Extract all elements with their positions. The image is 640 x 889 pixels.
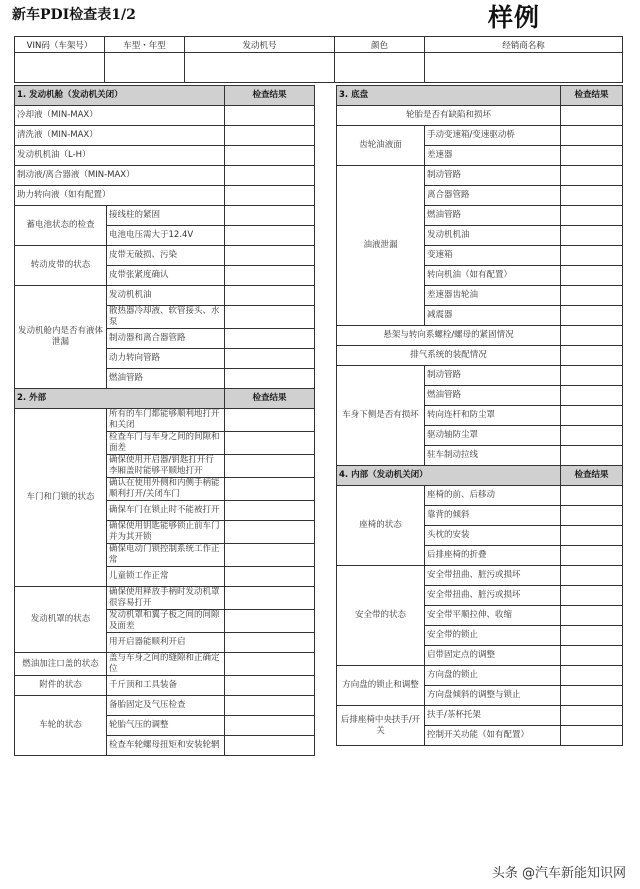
engine-number-value-cell[interactable] bbox=[185, 53, 335, 83]
check-group-label: 转动皮带的状态 bbox=[15, 246, 107, 286]
check-item-label: 助力转向液（如有配置） bbox=[15, 186, 225, 206]
check-group-label: 蓄电池状态的检查 bbox=[15, 206, 107, 246]
check-group-label: 后排座椅中央扶手/开关 bbox=[337, 706, 425, 746]
check-item-label: 皮带张紧度确认 bbox=[107, 266, 225, 286]
check-item-label: 转向连杆和防尘罩 bbox=[425, 406, 561, 426]
check-result-cell[interactable] bbox=[225, 567, 315, 587]
check-result-cell[interactable] bbox=[561, 586, 623, 606]
check-result-cell[interactable] bbox=[561, 506, 623, 526]
check-item-label: 确保车门在锁止时不能被打开 bbox=[107, 501, 225, 521]
result-column-header: 检查结果 bbox=[561, 466, 623, 486]
check-result-cell[interactable] bbox=[225, 349, 315, 369]
check-result-cell[interactable] bbox=[561, 146, 623, 166]
watermark: 头条 @汽车新能知识网 bbox=[491, 866, 626, 881]
check-result-cell[interactable] bbox=[225, 246, 315, 266]
check-item-label: 确保使用开启器/钥匙打开行李厢盖时能够平顺地打开 bbox=[107, 455, 225, 478]
check-result-cell[interactable] bbox=[225, 633, 315, 653]
check-result-cell[interactable] bbox=[225, 186, 315, 206]
checklist-right bbox=[336, 85, 623, 746]
check-group-label: 座椅的状态 bbox=[337, 486, 425, 566]
check-group-label: 发动机罩的状态 bbox=[15, 587, 107, 653]
check-item-label: 所有的车门都能够顺利地打开和关闭 bbox=[107, 409, 225, 432]
check-item-label: 散热器冷却液、软管接头、水泵 bbox=[107, 306, 225, 329]
check-item-label: 轮胎是否有缺陷和损坏 bbox=[337, 106, 561, 126]
check-group-label: 发动机舱内是否有液体泄漏 bbox=[15, 286, 107, 389]
document-title: 新车PDI检查表1/2 bbox=[12, 7, 136, 23]
check-result-cell[interactable] bbox=[225, 432, 315, 455]
check-item-label: 检查车门与车身之间的间隙和面差 bbox=[107, 432, 225, 455]
check-result-cell[interactable] bbox=[225, 736, 315, 756]
check-item-label: 用开启器能顺利开启 bbox=[107, 633, 225, 653]
check-item-label: 清洗液（MIN-MAX） bbox=[15, 126, 225, 146]
check-result-cell[interactable] bbox=[561, 246, 623, 266]
check-result-cell[interactable] bbox=[561, 286, 623, 306]
header-color: 颜色 bbox=[335, 37, 425, 53]
check-result-cell[interactable] bbox=[561, 426, 623, 446]
check-result-cell[interactable] bbox=[561, 126, 623, 146]
check-result-cell[interactable] bbox=[225, 501, 315, 521]
check-result-cell[interactable] bbox=[561, 446, 623, 466]
check-group-label: 齿轮油液面 bbox=[337, 126, 425, 166]
check-group-label: 油液泄漏 bbox=[337, 166, 425, 326]
check-result-cell[interactable] bbox=[561, 386, 623, 406]
header-dealer-name: 经销商名称 bbox=[425, 37, 623, 53]
check-item-label: 驻车制动拉线 bbox=[425, 446, 561, 466]
check-item-label: 电池电压需大于12.4V bbox=[107, 226, 225, 246]
check-item-label: 制动器和离合器管路 bbox=[107, 329, 225, 349]
check-item-label: 千斤顶和工具装备 bbox=[107, 676, 225, 696]
result-column-header: 检查结果 bbox=[225, 389, 315, 409]
sample-stamp: 样例 bbox=[488, 3, 541, 32]
check-result-cell[interactable] bbox=[225, 455, 315, 478]
check-item-label: 确认在使用外侧和内侧手柄能顺利打开/关闭车门 bbox=[107, 478, 225, 501]
check-result-cell[interactable] bbox=[225, 653, 315, 676]
check-item-label: 安全带平顺拉伸、收缩 bbox=[425, 606, 561, 626]
check-item-label: 冷却液（MIN-MAX） bbox=[15, 106, 225, 126]
check-result-cell[interactable] bbox=[225, 266, 315, 286]
check-item-label: 差速器齿轮油 bbox=[425, 286, 561, 306]
check-item-label: 轮胎气压的调整 bbox=[107, 716, 225, 736]
check-item-label: 备胎固定及气压检查 bbox=[107, 696, 225, 716]
check-item-label: 排气系统的装配情况 bbox=[337, 346, 561, 366]
check-group-label: 车身下侧是否有损坏 bbox=[337, 366, 425, 466]
check-item-label: 头枕的安装 bbox=[425, 526, 561, 546]
color-value-cell[interactable] bbox=[335, 53, 425, 83]
check-item-label: 燃油管路 bbox=[425, 206, 561, 226]
check-result-cell[interactable] bbox=[225, 106, 315, 126]
check-result-cell[interactable] bbox=[225, 226, 315, 246]
check-result-cell[interactable] bbox=[225, 676, 315, 696]
check-group-label: 车轮的状态 bbox=[15, 696, 107, 756]
check-item-label: 差速器 bbox=[425, 146, 561, 166]
check-result-cell[interactable] bbox=[561, 166, 623, 186]
check-item-label: 悬架与转向系螺栓/螺母的紧固情况 bbox=[337, 326, 561, 346]
check-result-cell[interactable] bbox=[225, 126, 315, 146]
check-item-label: 手动变速箱/变速驱动桥 bbox=[425, 126, 561, 146]
check-item-label: 制动管路 bbox=[425, 366, 561, 386]
check-item-label: 发动机罩和翼子板之间的间隙及面差 bbox=[107, 610, 225, 633]
check-item-label: 座椅的前、后移动 bbox=[425, 486, 561, 506]
check-result-cell[interactable] bbox=[225, 329, 315, 349]
check-result-cell[interactable] bbox=[225, 286, 315, 306]
check-item-label: 发动机机油 bbox=[107, 286, 225, 306]
check-item-label: 启带固定点的调整 bbox=[425, 646, 561, 666]
check-result-cell[interactable] bbox=[561, 186, 623, 206]
check-result-cell[interactable] bbox=[561, 566, 623, 586]
check-result-cell[interactable] bbox=[561, 626, 623, 646]
check-item-label: 安全带扭曲、脏污或损坏 bbox=[425, 586, 561, 606]
check-item-label: 驱动轴防尘罩 bbox=[425, 426, 561, 446]
check-result-cell[interactable] bbox=[561, 306, 623, 326]
check-item-label: 控制开关功能（如有配置） bbox=[425, 726, 561, 746]
check-result-cell[interactable] bbox=[561, 666, 623, 686]
check-result-cell[interactable] bbox=[561, 106, 623, 126]
check-item-label: 盖与车身之间的缝隙和正确定位 bbox=[107, 653, 225, 676]
result-column-header: 检查结果 bbox=[561, 86, 623, 106]
check-result-cell[interactable] bbox=[225, 306, 315, 329]
check-item-label: 确保使用钥匙能够锁止前车门并为其开锁 bbox=[107, 521, 225, 544]
check-result-cell[interactable] bbox=[561, 486, 623, 506]
check-result-cell[interactable] bbox=[225, 696, 315, 716]
header-vin: VIN码（车架号） bbox=[15, 37, 105, 53]
check-result-cell[interactable] bbox=[561, 546, 623, 566]
result-column-header: 检查结果 bbox=[225, 86, 315, 106]
check-result-cell[interactable] bbox=[561, 526, 623, 546]
check-item-label: 方向盘倾斜的调整与锁止 bbox=[425, 686, 561, 706]
check-result-cell[interactable] bbox=[225, 478, 315, 501]
header-model-year: 车型・年型 bbox=[105, 37, 185, 53]
section-header: 4. 内部（发动机关闭） bbox=[337, 466, 561, 486]
check-item-label: 后排座椅的折叠 bbox=[425, 546, 561, 566]
header-engine-number: 发动机号 bbox=[185, 37, 335, 53]
check-item-label: 皮带无破损、污染 bbox=[107, 246, 225, 266]
section-header: 1. 发动机舱（发动机关闭） bbox=[15, 86, 225, 106]
check-item-label: 靠背的倾斜 bbox=[425, 506, 561, 526]
check-group-label: 燃油加注口盖的状态 bbox=[15, 653, 107, 676]
check-result-cell[interactable] bbox=[561, 206, 623, 226]
check-item-label: 变速箱 bbox=[425, 246, 561, 266]
check-result-cell[interactable] bbox=[561, 726, 623, 746]
check-item-label: 检查车轮螺母扭矩和安装轮辋 bbox=[107, 736, 225, 756]
check-item-label: 方向盘的锁止 bbox=[425, 666, 561, 686]
check-result-cell[interactable] bbox=[561, 646, 623, 666]
check-result-cell[interactable] bbox=[225, 409, 315, 432]
check-result-cell[interactable] bbox=[561, 406, 623, 426]
check-group-label: 方向盘的锁止和调整 bbox=[337, 666, 425, 706]
check-result-cell[interactable] bbox=[561, 346, 623, 366]
check-item-label: 确保使用释放手柄时发动机罩很容易打开 bbox=[107, 587, 225, 610]
check-item-label: 发动机机油 bbox=[425, 226, 561, 246]
check-result-cell[interactable] bbox=[561, 686, 623, 706]
check-result-cell[interactable] bbox=[561, 706, 623, 726]
check-result-cell[interactable] bbox=[561, 266, 623, 286]
check-item-label: 离合器管路 bbox=[425, 186, 561, 206]
check-result-cell[interactable] bbox=[225, 166, 315, 186]
check-group-label: 安全带的状态 bbox=[337, 566, 425, 666]
check-item-label: 接线柱的紧固 bbox=[107, 206, 225, 226]
model-year-value-cell[interactable] bbox=[105, 53, 185, 83]
check-item-label: 制动液/离合器液（MIN-MAX） bbox=[15, 166, 225, 186]
check-item-label: 制动管路 bbox=[425, 166, 561, 186]
check-item-label: 动力转向管路 bbox=[107, 349, 225, 369]
vehicle-info-table bbox=[14, 36, 623, 83]
check-item-label: 燃油管路 bbox=[107, 369, 225, 389]
check-item-label: 安全带的锁止 bbox=[425, 626, 561, 646]
check-item-label: 减震器 bbox=[425, 306, 561, 326]
check-result-cell[interactable] bbox=[561, 326, 623, 346]
check-result-cell[interactable] bbox=[225, 521, 315, 544]
check-result-cell[interactable] bbox=[225, 146, 315, 166]
check-result-cell[interactable] bbox=[225, 544, 315, 567]
check-result-cell[interactable] bbox=[225, 610, 315, 633]
check-item-label: 儿童锁工作正常 bbox=[107, 567, 225, 587]
checklist-left bbox=[14, 85, 315, 756]
check-group-label: 车门和门锁的状态 bbox=[15, 409, 107, 587]
section-header: 3. 底盘 bbox=[337, 86, 561, 106]
check-item-label: 安全带扭曲、脏污或损坏 bbox=[425, 566, 561, 586]
check-item-label: 发动机机油（L-H） bbox=[15, 146, 225, 166]
check-result-cell[interactable] bbox=[225, 716, 315, 736]
check-result-cell[interactable] bbox=[225, 587, 315, 610]
check-result-cell[interactable] bbox=[561, 366, 623, 386]
check-item-label: 确保电动门锁控制系统工作正常 bbox=[107, 544, 225, 567]
dealer-name-value-cell[interactable] bbox=[425, 53, 623, 83]
check-item-label: 转向机油（如有配置） bbox=[425, 266, 561, 286]
check-result-cell[interactable] bbox=[225, 206, 315, 226]
check-result-cell[interactable] bbox=[561, 606, 623, 626]
check-result-cell[interactable] bbox=[561, 226, 623, 246]
check-group-label: 附件的状态 bbox=[15, 676, 107, 696]
vin-value-cell[interactable] bbox=[15, 53, 105, 83]
check-result-cell[interactable] bbox=[225, 369, 315, 389]
section-header: 2. 外部 bbox=[15, 389, 225, 409]
check-item-label: 燃油管路 bbox=[425, 386, 561, 406]
check-item-label: 扶手/茶杯托架 bbox=[425, 706, 561, 726]
